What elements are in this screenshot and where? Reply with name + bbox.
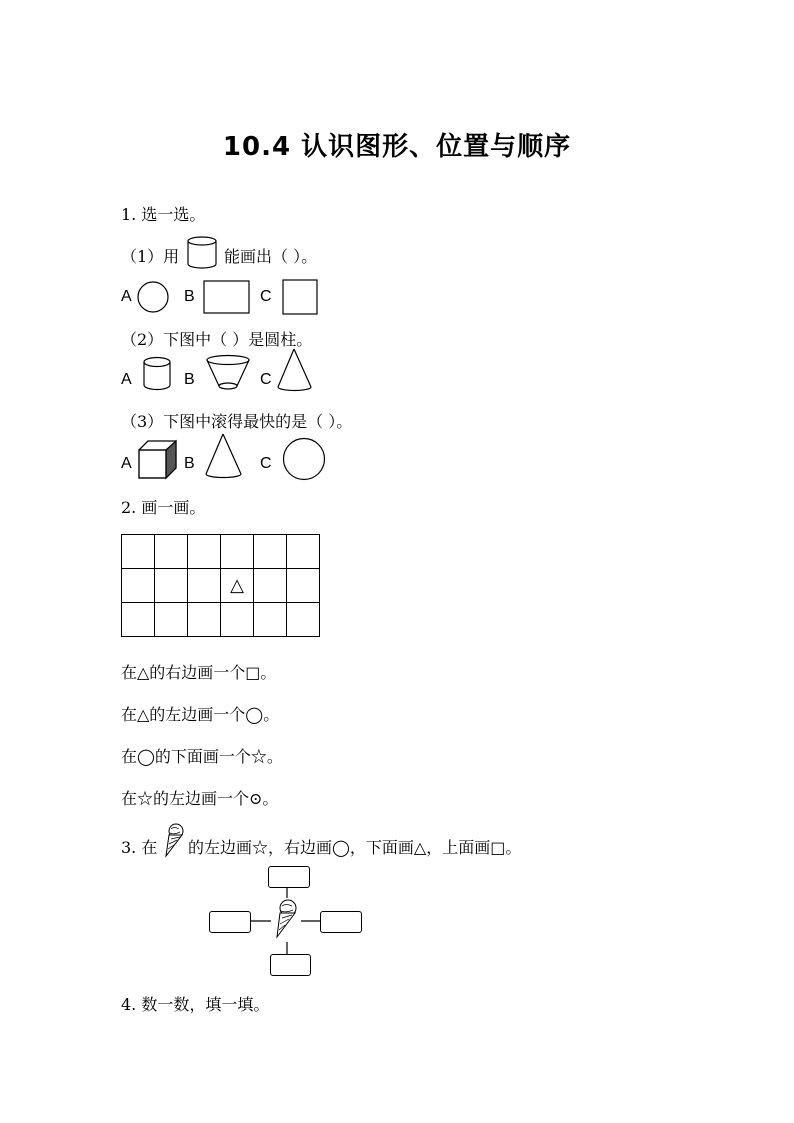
cylinder-icon <box>142 356 174 392</box>
cylinder-icon <box>187 236 219 270</box>
option-a-label: A <box>121 455 132 472</box>
option-b-label: B <box>184 455 195 472</box>
grid-row <box>122 603 320 637</box>
triangle-icon: △ <box>230 575 244 596</box>
grid-cell[interactable] <box>122 535 155 569</box>
frustum-icon <box>206 355 252 393</box>
cone-icon <box>276 348 314 394</box>
sphere-icon <box>282 438 328 482</box>
grid-cell[interactable] <box>122 569 155 603</box>
grid-row <box>122 535 320 569</box>
grid-cell[interactable] <box>254 535 287 569</box>
grid-cell[interactable] <box>221 603 254 637</box>
q2-heading: 2. 画一画。 <box>121 498 206 517</box>
q1-sub1-suffix: 能画出（ ）。 <box>224 247 318 266</box>
q3-suffix: 的左边画☆，右边画◯，下面画△，上面画□。 <box>188 838 522 857</box>
q1-sub3: （3）下图中滚得最快的是（ ）。 <box>121 412 353 431</box>
square-icon <box>282 279 319 315</box>
q1-heading: 1. 选一选。 <box>121 205 206 224</box>
grid-cell[interactable] <box>155 569 188 603</box>
ice-cream-icon <box>160 823 186 859</box>
q2-instruction: 在△的右边画一个□。 <box>121 663 277 682</box>
option-a-label: A <box>121 371 132 388</box>
grid-cell[interactable] <box>287 569 320 603</box>
bottom-answer-box[interactable] <box>270 954 311 976</box>
q2-instruction: 在△的左边画一个◯。 <box>121 705 280 724</box>
rectangle-icon <box>203 280 251 314</box>
left-answer-box[interactable] <box>209 911 251 933</box>
option-c-label: C <box>260 288 272 305</box>
q3-prefix: 3. 在 <box>121 838 158 857</box>
grid-cell[interactable] <box>287 535 320 569</box>
q2-instruction: 在☆的左边画一个⊙。 <box>121 789 279 808</box>
circle-icon <box>137 280 171 314</box>
ice-cream-icon <box>271 899 301 939</box>
grid-cell[interactable] <box>287 603 320 637</box>
grid-cell-triangle[interactable] <box>221 569 254 603</box>
q2-instruction: 在◯的下面画一个☆。 <box>121 747 283 766</box>
grid-cell[interactable] <box>188 569 221 603</box>
grid-cell[interactable] <box>122 603 155 637</box>
right-answer-box[interactable] <box>320 911 362 933</box>
option-c-label: C <box>260 455 272 472</box>
grid-cell[interactable] <box>155 603 188 637</box>
grid-cell[interactable] <box>254 569 287 603</box>
option-b-label: B <box>184 288 195 305</box>
drawing-grid <box>121 534 320 637</box>
q1-sub2: （2）下图中（ ）是圆柱。 <box>121 330 313 349</box>
q1-sub1-prefix: （1）用 <box>121 247 180 266</box>
option-c-label: C <box>260 371 272 388</box>
grid-cell[interactable] <box>188 603 221 637</box>
grid-cell[interactable] <box>188 535 221 569</box>
option-a-label: A <box>121 288 132 305</box>
option-b-label: B <box>184 371 195 388</box>
grid-cell[interactable] <box>254 603 287 637</box>
cone-icon <box>204 433 244 481</box>
grid-row <box>122 569 320 603</box>
page-title: 10.4 认识图形、位置与顺序 <box>222 132 572 162</box>
grid-cell[interactable] <box>155 535 188 569</box>
cube-icon <box>138 440 180 480</box>
grid-cell[interactable] <box>221 535 254 569</box>
q4-heading: 4. 数一数，填一填。 <box>121 995 270 1014</box>
